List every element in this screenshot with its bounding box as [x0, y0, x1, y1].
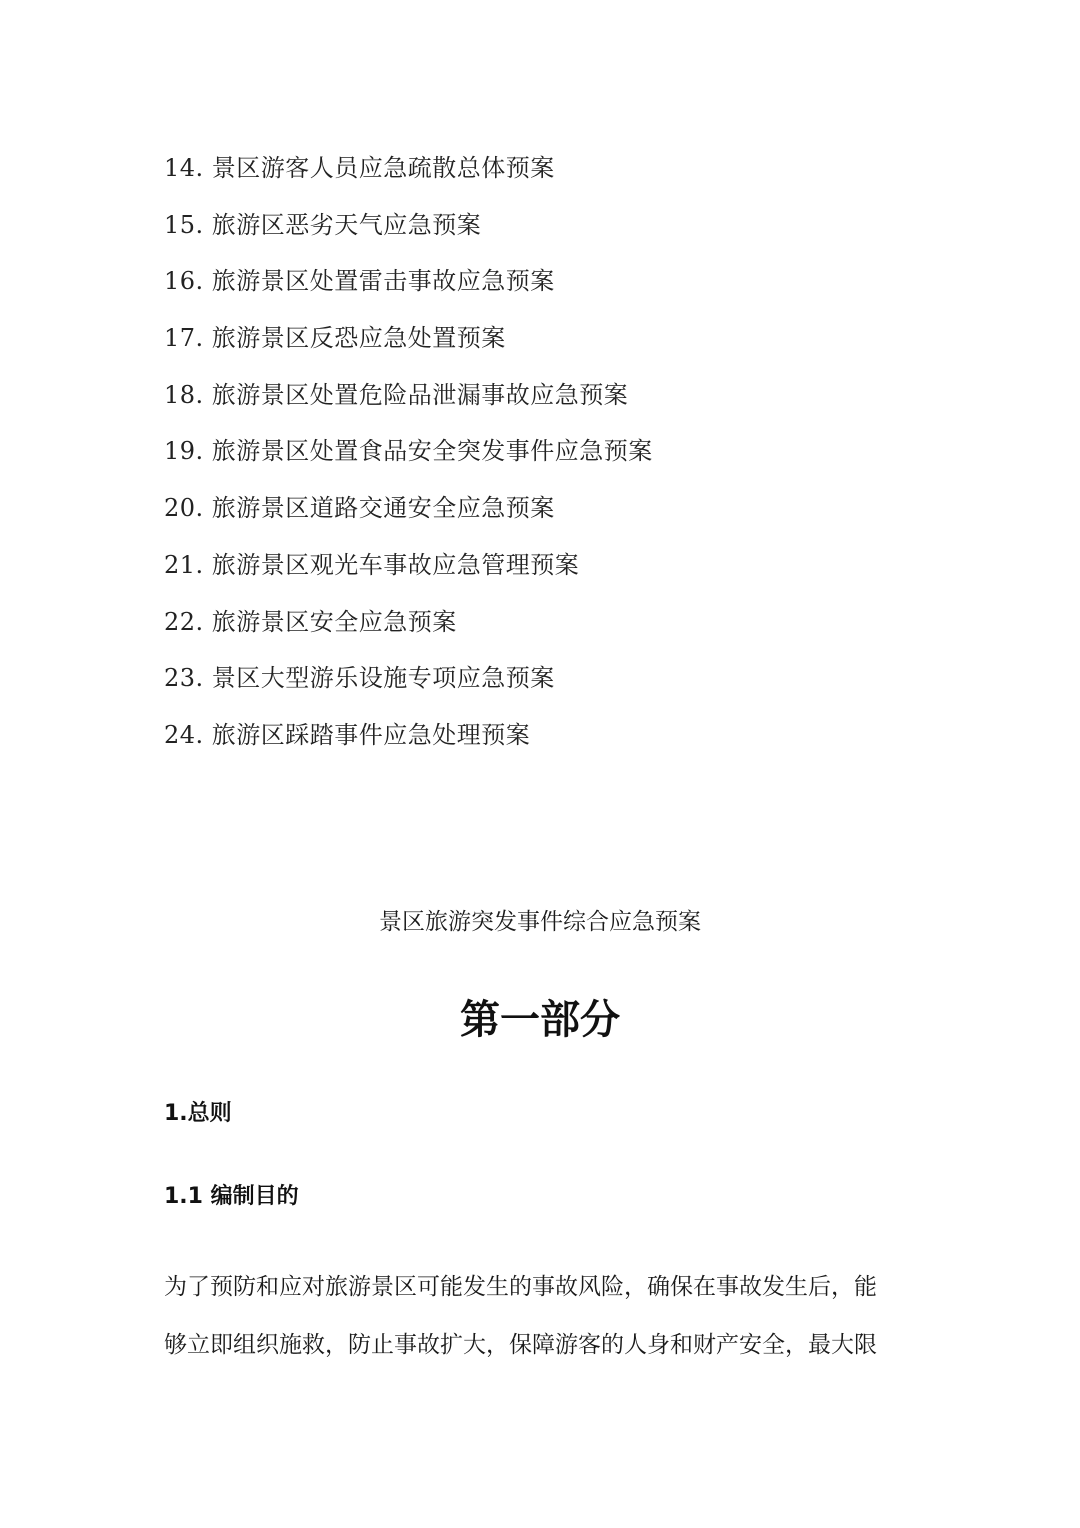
body-paragraph [164, 1258, 924, 1374]
toc-item: 14. 景区游客人员应急疏散总体预案 [164, 154, 555, 182]
toc-item: 19. 旅游景区处置食品安全突发事件应急预案 [164, 437, 653, 466]
toc-item: 18. 旅游景区处置危险品泄漏事故应急预案 [164, 380, 629, 409]
table-of-contents [164, 140, 653, 764]
toc-item: 24. 旅游区踩踏事件应急处理预案 [164, 720, 531, 749]
toc-item: 15. 旅游区恶劣天气应急预案 [164, 210, 482, 239]
part-heading: 第一部分 [460, 997, 620, 1043]
toc-item: 17. 旅游景区反恐应急处置预案 [164, 324, 506, 353]
body-line: 为了预防和应对旅游景区可能发生的事故风险，确保在事故发生后，能 [164, 1274, 877, 1300]
body-line: 够立即组织施救，防止事故扩大，保障游客的人身和财产安全，最大限 [164, 1332, 877, 1358]
toc-item: 16. 旅游景区处置雷击事故应急预案 [164, 267, 555, 296]
toc-item: 23. 景区大型游乐设施专项应急预案 [164, 664, 555, 693]
toc-item: 20. 旅游景区道路交通安全应急预案 [164, 494, 555, 523]
section-heading-purpose: 1.1 编制目的 [164, 1184, 299, 1209]
toc-item: 22. 旅游景区安全应急预案 [164, 607, 457, 636]
document-title: 景区旅游突发事件综合应急预案 [379, 909, 701, 935]
section-heading-general: 1.总则 [164, 1101, 232, 1126]
toc-item: 21. 旅游景区观光车事故应急管理预案 [164, 550, 580, 579]
